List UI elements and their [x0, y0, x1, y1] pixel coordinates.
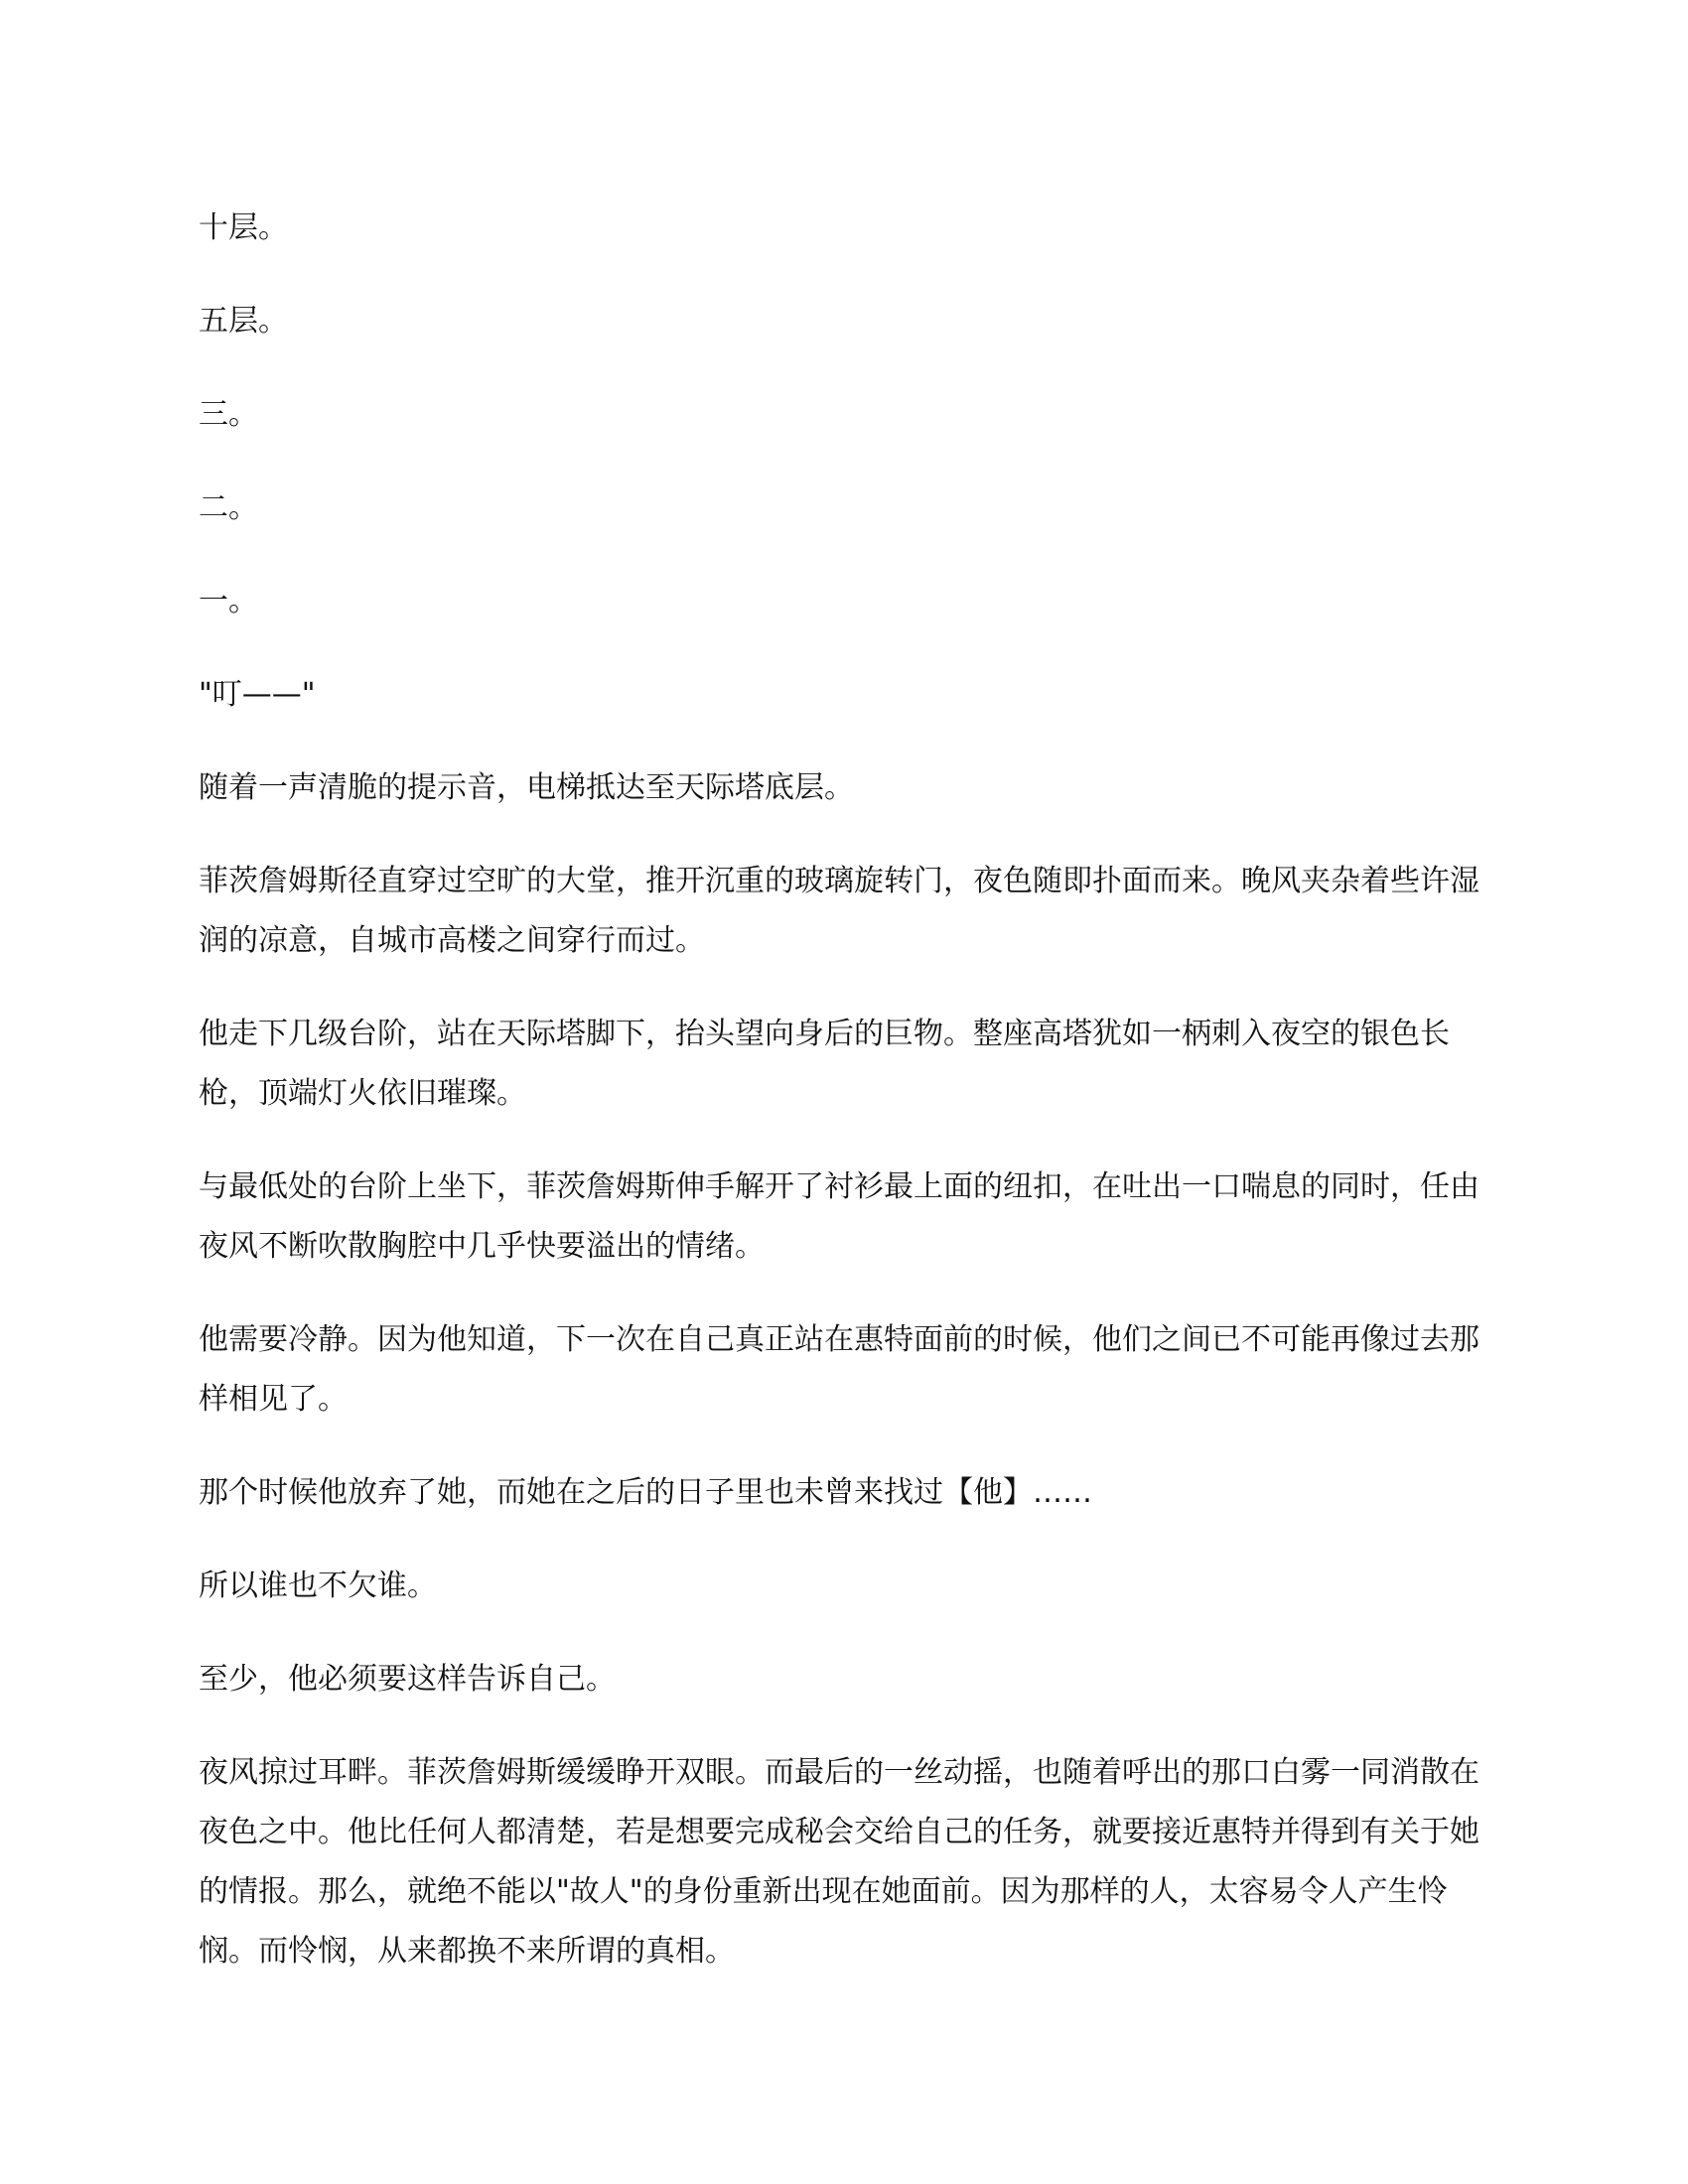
- paragraph-floor-five: 五层。: [199, 304, 288, 339]
- paragraph-elevator-arrival: 随着一声清脆的提示音，电梯抵达至天际塔底层。: [199, 770, 854, 805]
- paragraph-gave-up: 那个时候他放弃了她，而她在之后的日子里也未曾来找过【他】……: [199, 1475, 1092, 1510]
- paragraph-floor-ten: 十层。: [199, 210, 288, 245]
- document-page: [199, 199, 1489, 1981]
- paragraph-no-debt: 所以谁也不欠谁。: [199, 1569, 437, 1603]
- paragraph-count-three: 三。: [199, 397, 258, 432]
- paragraph-sitting-steps: 与最低处的台阶上坐下，菲茨詹姆斯伸手解开了衬衫最上面的纽扣，在吐出一口喘息的同时，任由夜风不断吹散胸腔中几乎快要溢出的情绪。: [199, 1169, 1479, 1264]
- paragraph-need-calm: 他需要冷静。因为他知道，下一次在自己真正站在惠特面前的时候，他们之间已不可能再像过去那样相见了。: [199, 1322, 1479, 1417]
- paragraph-ding: "叮——": [199, 677, 316, 712]
- paragraph-lobby-exit: 菲茨詹姆斯径直穿过空旷的大堂，推开沉重的玻璃旋转门，夜色随即扑面而来。晚风夹杂着些许湿润的凉意，自城市高楼之间穿行而过。: [199, 864, 1479, 958]
- paragraph-count-one: 一。: [199, 584, 258, 618]
- paragraph-night-wind: 夜风掠过耳畔。菲茨詹姆斯缓缓睁开双眼。而最后的一丝动摇，也随着呼出的那口白雾一同消散在夜色之中。他比任何人都清楚，若是想要完成秘会交给自己的任务，就要接近惠特并得到有关于她的情报。那么，就绝不能以"故人"的身份重新出现在她面前。因为那样的人，太容易令人产生怜悯。而怜悯，从来都换不来所谓的真相。: [199, 1755, 1479, 1969]
- paragraph-tower-view: 他走下几级台阶，站在天际塔脚下，抬头望向身后的巨物。整座高塔犹如一柄刺入夜空的银色长枪，顶端灯火依旧璀璨。: [199, 1017, 1450, 1111]
- paragraph-count-two: 二。: [199, 490, 258, 525]
- paragraph-tell-himself: 至少，他必须要这样告诉自己。: [199, 1662, 616, 1697]
